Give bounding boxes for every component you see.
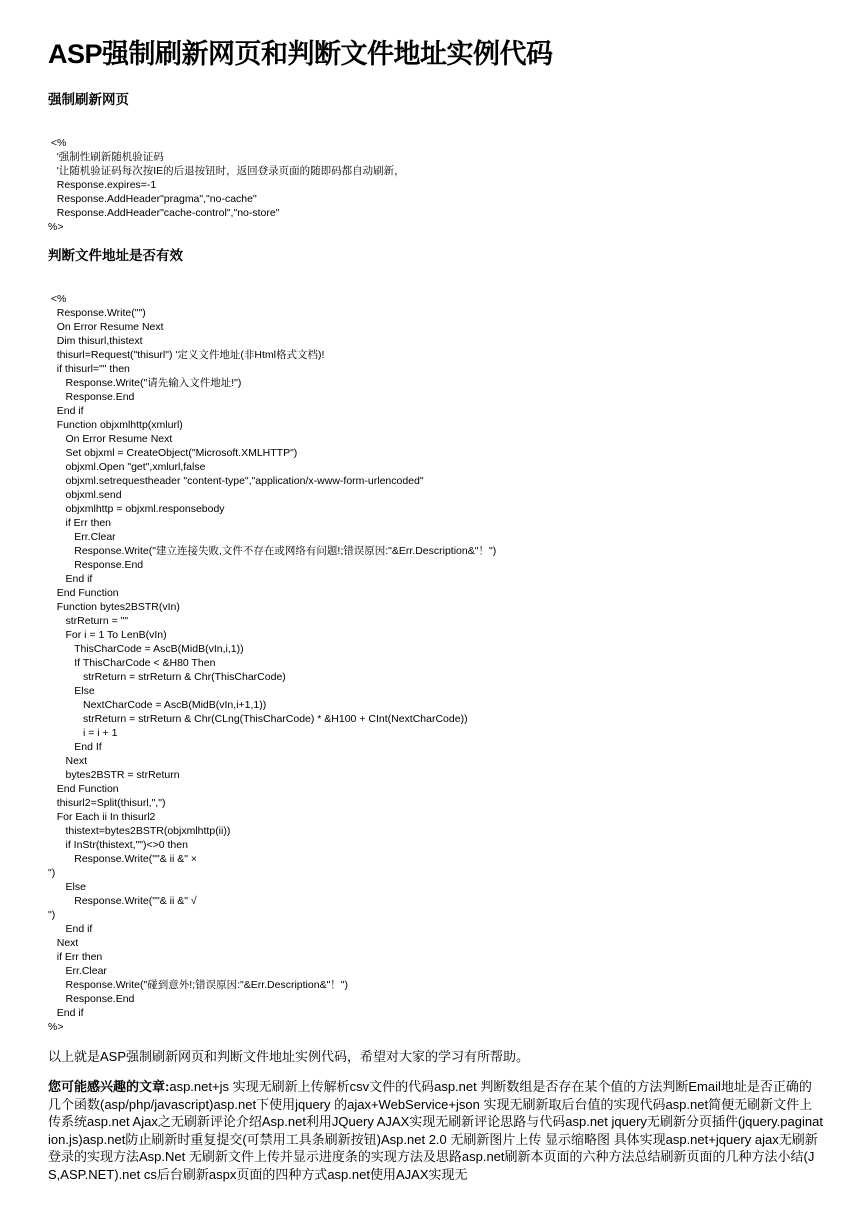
- related-article-link[interactable]: 刷新页面的几种方法小结(JS,ASP.NET): [48, 1149, 815, 1182]
- related-article-link[interactable]: Asp.net利用JQuery AJAX实现无刷新评论思路与代码: [261, 1114, 566, 1129]
- section-heading-check-file-url: 判断文件地址是否有效: [48, 248, 183, 263]
- related-article-link[interactable]: asp.net jquery无刷新分页插件(jquery.pagination.js): [48, 1114, 823, 1147]
- page-title: ASP强制刷新网页和判断文件地址实例代码: [48, 39, 553, 69]
- related-articles-label: 您可能感兴趣的文章:: [48, 1079, 170, 1094]
- related-article-link[interactable]: asp.net下使用jquery 的ajax+WebService+json 实现无刷新取后台值的实现代码: [213, 1096, 666, 1112]
- related-articles: [48, 1078, 824, 1183]
- code-block-force-refresh: <% '强制性刷新随机验证码 '让随机验证码每次按IE的后退按钮时，返回登录页面的随即码都自动刷新， Response.expires=-1 Response.AddHeader"pragma","no-cache" Response.AddHeader"cache-control","no-store" %>: [48, 137, 405, 233]
- related-article-link[interactable]: asp.net使用AJAX实现无: [327, 1166, 468, 1182]
- related-article-link[interactable]: asp.net 判断数组是否存在某个值的方法: [434, 1079, 663, 1094]
- conclusion-text: 以上就是ASP强制刷新网页和判断文件地址实例代码，希望对大家的学习有所帮助。: [48, 1049, 530, 1064]
- related-article-link[interactable]: asp.net Ajax之无刷新评论介绍: [87, 1114, 262, 1129]
- related-article-link[interactable]: .net cs后台刷新aspx页面的四种方式: [118, 1166, 328, 1182]
- related-article-link[interactable]: asp.net简便无刷新文件上传系统: [48, 1096, 813, 1129]
- related-article-link[interactable]: 判断Email地址是否正确的几个函数(asp/php/javascript): [48, 1079, 812, 1112]
- related-article-link[interactable]: asp.net刷新本页面的六种方法总结: [461, 1149, 661, 1164]
- section-heading-force-refresh: 强制刷新网页: [48, 92, 129, 107]
- code-block-check-file-url: <% Response.Write("") On Error Resume Next Dim thisurl,thistext thisurl=Request("thisurl") '定义文件地址(非Html格式文档)! if thisurl="" then Response.Write("请先输入文件地址!") Response.End End if Function objxmlhttp(xmlurl) On Error Resume Next Set objxml = CreateObject("Microsoft.XMLHTTP") objxml.Open "get",xmlurl,false objxml.setrequestheader "content-type","application/x-www-form-urlencoded" objxml.send objxmlhttp = objxml.responsebody if Err then Err.Clear Response.Write("建立连接失败,文件不存在或网络有问题!;错误原因:"&Err.Description&"！") Response.End End if End Function Function bytes2BSTR(vIn) strReturn = "" For i = 1 To LenB(vIn) ThisCharCode = AscB(MidB(vIn,i,1)) If ThisCharCode < &H80 Then strReturn = strReturn & Chr(ThisCharCode) Else NextCharCode = AscB(MidB(vIn,i+1,1)) strReturn = strReturn & Chr(CLng(ThisCharCode) * &H100 + CInt(NextCharCode)) i = i + 1 End If Next bytes2BSTR = strReturn End Function thisurl2=Split(thisurl,",") For Each ii In thisurl2 thistext=bytes2BSTR(objxmlhttp(ii)) if InStr(thistext,"")<>0 then Response.Write(""& ii &" × ") Else Response.Write(""& ii &" √ ") End if Next if Err then Err.Clear Response.Write("碰到意外!;错误原因:"&Err.Description&"！") Response.End End if %>: [48, 293, 497, 1033]
- related-articles-links: [48, 1079, 823, 1182]
- related-article-link[interactable]: asp.net+jquery ajax无刷新登录的实现方法: [48, 1131, 818, 1164]
- related-article-link[interactable]: Asp.net 2.0 无刷新图片上传 显示缩略图 具体实现: [381, 1131, 666, 1147]
- related-article-link[interactable]: asp.net防止刷新时重复提交(可禁用工具条刷新按钮): [82, 1131, 381, 1147]
- related-article-link[interactable]: asp.net+js 实现无刷新上传解析csv文件的代码: [169, 1079, 435, 1094]
- related-article-link[interactable]: Asp.Net 无刷新文件上传并显示进度条的实现方法及思路: [139, 1149, 462, 1164]
